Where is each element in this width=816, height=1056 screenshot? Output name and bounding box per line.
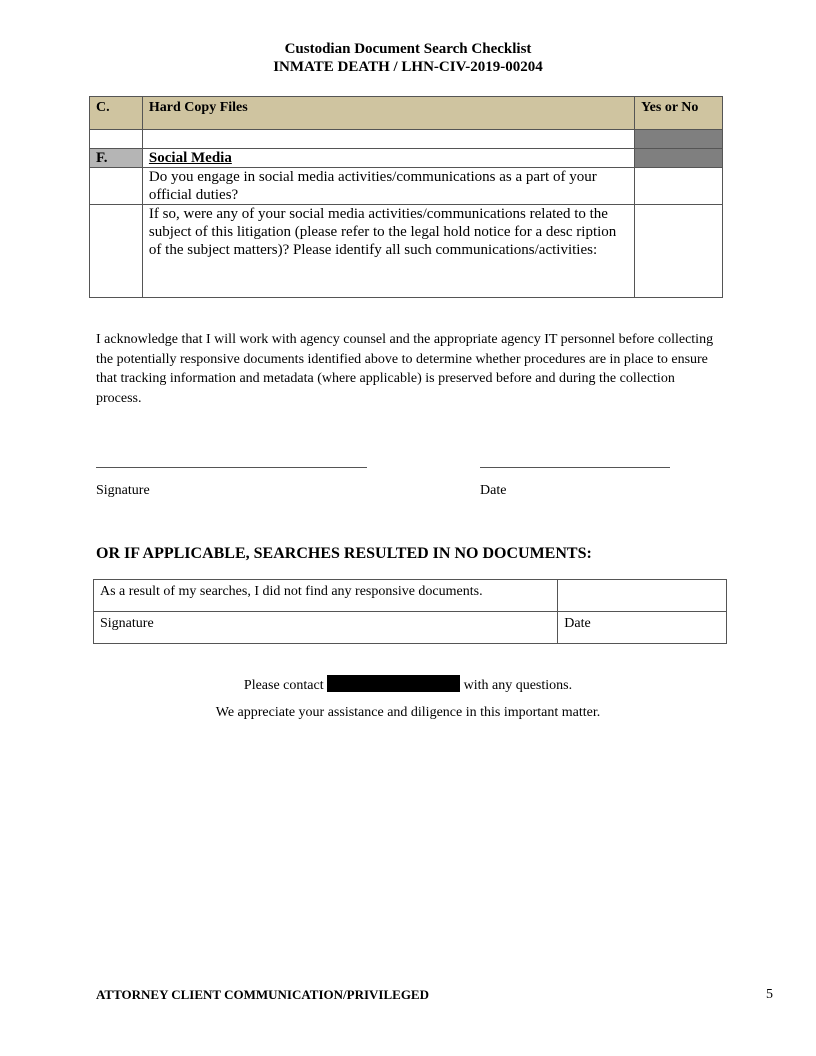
document-subtitle: INMATE DEATH / LHN-CIV-2019-00204 xyxy=(273,59,543,75)
section-f-letter: F. xyxy=(90,149,143,168)
acknowledgement-paragraph: I acknowledge that I will work with agency counsel and the appropriate agency IT personnel before collecting the potentially responsive documents identified above to determine whether procedures are in place to ensure that tracking information and metadata (where applicable) is preserved before and during the collection process. xyxy=(96,332,714,406)
signature-label: Signature xyxy=(96,483,150,498)
question-text: Do you engage in social media activities/communications as a part of your official duties? xyxy=(142,168,634,205)
question-text: If so, were any of your social media activities/communications related to the subject of this litigation (please refer to the legal hold notice for a desc ription of the subject matters)? Please identify all such communications/activities: xyxy=(142,205,634,298)
blank-cell[interactable] xyxy=(142,130,634,149)
sign-row xyxy=(94,612,727,644)
no-documents-date-field[interactable]: Date xyxy=(558,612,727,644)
appreciation-text: We appreciate your assistance and diligence in this important matter. xyxy=(215,705,601,720)
page-number: 5 xyxy=(766,987,773,1002)
checklist-table xyxy=(89,96,723,298)
answer-column-header: Yes or No xyxy=(635,97,723,130)
question-number-cell xyxy=(90,205,143,298)
section-c-title: Hard Copy Files xyxy=(142,97,634,130)
section-c-blank-row xyxy=(90,130,723,149)
redacted-contact-name xyxy=(327,675,460,692)
blank-cell[interactable] xyxy=(90,130,143,149)
privilege-notice: ATTORNEY CLIENT COMMUNICATION/PRIVILEGED xyxy=(96,987,429,1002)
section-f-title: Social Media xyxy=(142,149,634,168)
date-label: Date xyxy=(480,483,507,498)
document-title: Custodian Document Search Checklist xyxy=(284,41,532,57)
statement-row xyxy=(94,580,727,612)
shaded-cell xyxy=(635,130,723,149)
answer-field[interactable] xyxy=(635,205,723,298)
no-documents-signature-field[interactable]: Signature xyxy=(94,612,558,644)
section-c-row xyxy=(90,97,723,130)
question-row xyxy=(90,205,723,298)
no-documents-table xyxy=(93,579,727,644)
shaded-cell xyxy=(635,149,723,168)
contact-line xyxy=(0,675,816,694)
date-line[interactable] xyxy=(480,467,670,468)
section-c-letter: C. xyxy=(90,97,143,130)
no-documents-statement: As a result of my searches, I did not find any responsive documents. xyxy=(94,580,558,612)
signature-line[interactable] xyxy=(96,467,367,468)
answer-field[interactable] xyxy=(635,168,723,205)
question-number-cell xyxy=(90,168,143,205)
section-f-row xyxy=(90,149,723,168)
statement-answer-field[interactable] xyxy=(558,580,727,612)
question-row xyxy=(90,168,723,205)
contact-suffix: with any questions. xyxy=(463,678,573,693)
contact-prefix: Please contact xyxy=(243,678,324,693)
no-documents-heading: OR IF APPLICABLE, SEARCHES RESULTED IN NO DOCUMENTS: xyxy=(96,545,592,562)
